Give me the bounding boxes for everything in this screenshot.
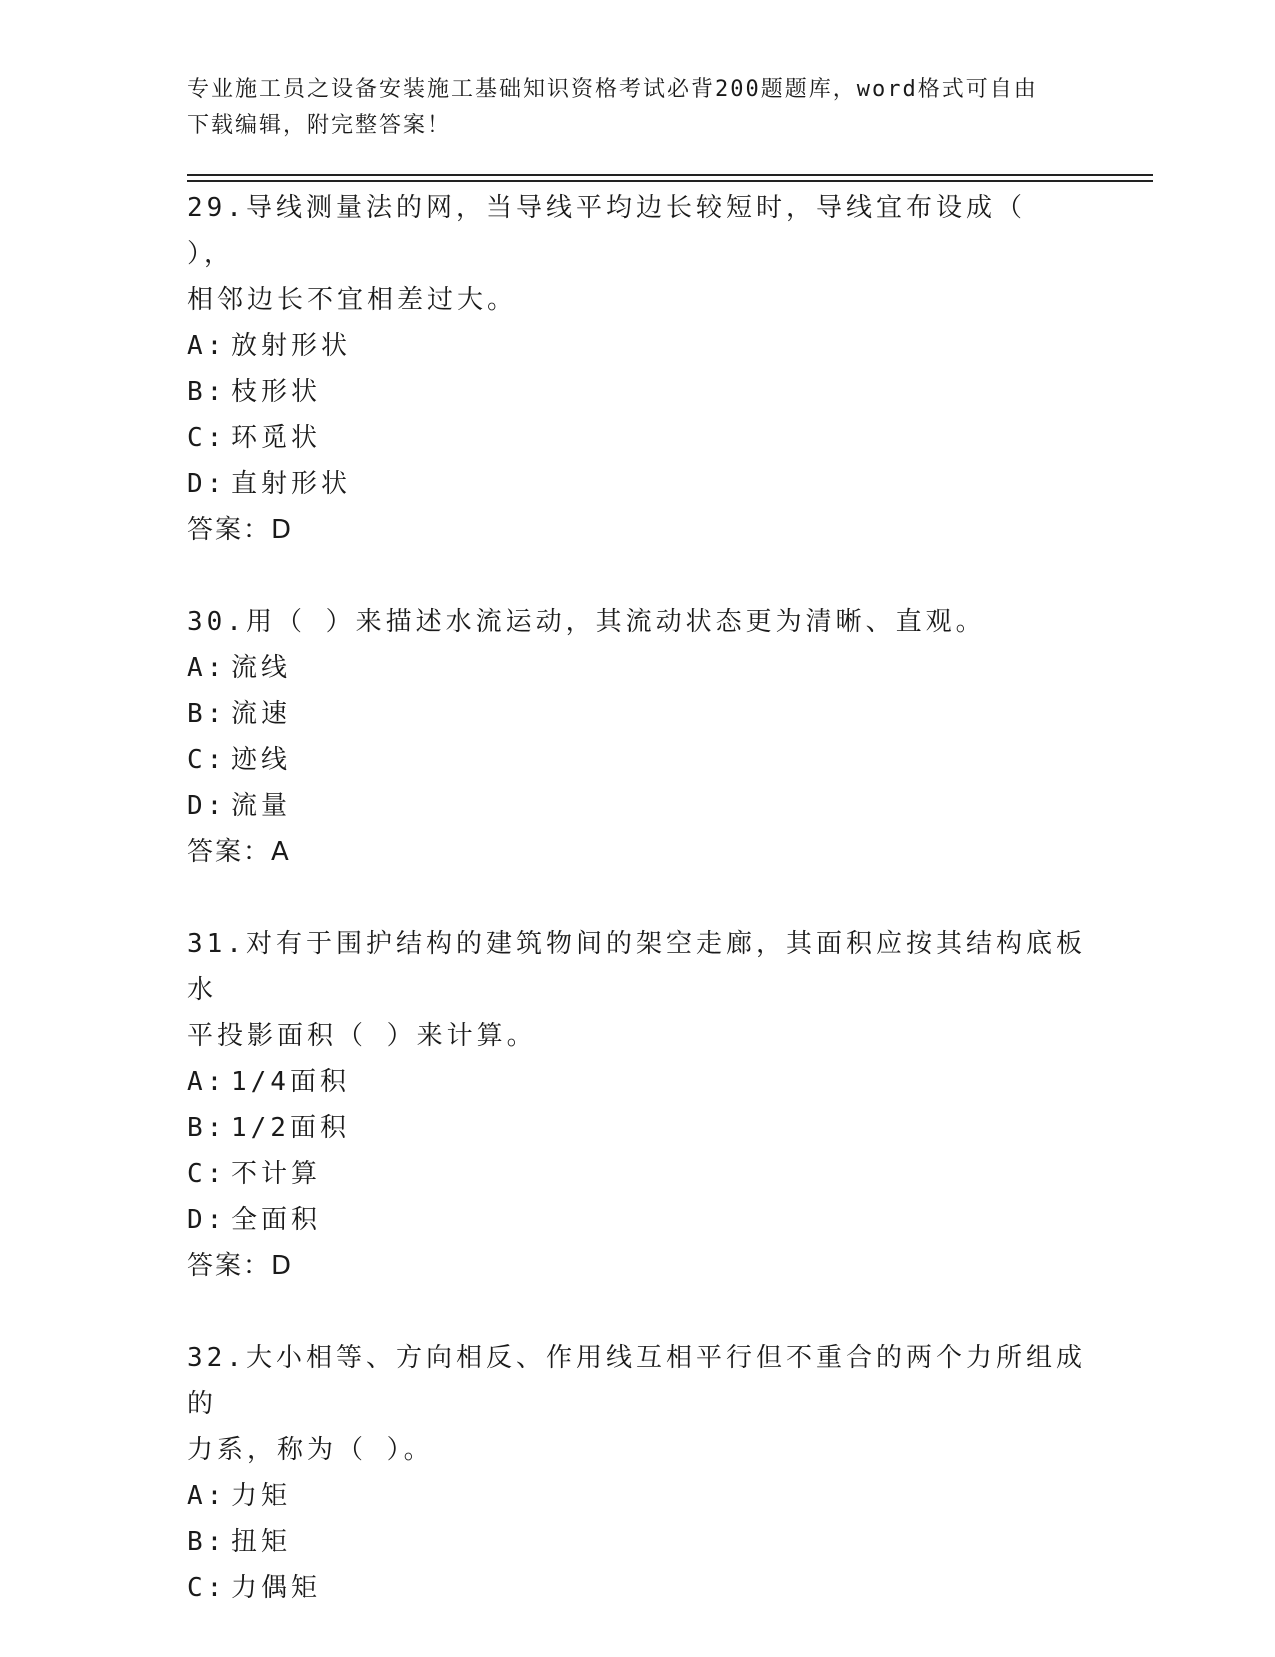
option-text: 不计算 (231, 1159, 322, 1189)
option-letter: A: (187, 331, 227, 361)
question-29 (187, 185, 1087, 553)
option-letter: B: (187, 1113, 227, 1143)
option-d (187, 461, 1087, 507)
option-text: 力矩 (231, 1481, 292, 1511)
question-stem-line: 平投影面积（ ）来计算。 (187, 1021, 537, 1051)
option-d (187, 783, 1087, 829)
question-stem-line: 31.对有于围护结构的建筑物间的架空走廊，其面积应按其结构底板水 (187, 929, 1086, 1005)
question-stem-line: 相邻边长不宜相差过大。 (187, 285, 518, 315)
option-b (187, 369, 1087, 415)
option-b (187, 1105, 1087, 1151)
option-letter: B: (187, 1527, 227, 1557)
option-text: 扭矩 (231, 1527, 292, 1557)
header-divider-bottom (187, 180, 1153, 182)
option-letter: B: (187, 699, 227, 729)
option-text: 力偶矩 (231, 1573, 322, 1603)
header-divider-top (187, 174, 1153, 176)
option-b (187, 1519, 1087, 1565)
option-c (187, 1565, 1087, 1611)
option-text: 迹线 (231, 745, 292, 775)
answer-line: 答案：D (187, 1251, 294, 1281)
document-header (187, 72, 1087, 144)
question-32 (187, 1335, 1087, 1611)
option-a (187, 1473, 1087, 1519)
question-stem-line: 29.导线测量法的网，当导线平均边长较短时，导线宜布设成（ ）， (187, 193, 1026, 269)
option-letter: C: (187, 1159, 227, 1189)
option-letter: A: (187, 1067, 227, 1097)
option-text: 直射形状 (231, 469, 352, 499)
header-line-2: 下载编辑，附完整答案！ (187, 113, 452, 138)
question-stem-line: 力系，称为（ ）。 (187, 1435, 434, 1465)
option-text: 流量 (231, 791, 292, 821)
option-text: 放射形状 (231, 331, 352, 361)
option-text: 流线 (231, 653, 292, 683)
option-letter: C: (187, 745, 227, 775)
option-letter: A: (187, 653, 227, 683)
question-30 (187, 599, 1087, 875)
option-c (187, 737, 1087, 783)
option-a (187, 1059, 1087, 1105)
answer-line: 答案：A (187, 837, 291, 867)
header-line-1: 专业施工员之设备安装施工基础知识资格考试必背200题题库，word格式可自由 (187, 77, 1038, 102)
question-list (187, 185, 1087, 1657)
option-c (187, 1151, 1087, 1197)
question-stem-line: 30.用（ ）来描述水流运动，其流动状态更为清晰、直观。 (187, 607, 986, 637)
option-text: 1/4面积 (231, 1067, 350, 1097)
option-text: 环觅状 (231, 423, 322, 453)
option-d (187, 1197, 1087, 1243)
option-b (187, 691, 1087, 737)
option-text: 流速 (231, 699, 292, 729)
question-31 (187, 921, 1087, 1289)
answer-line: 答案：D (187, 515, 294, 545)
option-a (187, 323, 1087, 369)
option-text: 全面积 (231, 1205, 322, 1235)
option-letter: C: (187, 423, 227, 453)
option-letter: D: (187, 791, 227, 821)
option-a (187, 645, 1087, 691)
option-letter: D: (187, 469, 227, 499)
option-letter: B: (187, 377, 227, 407)
question-stem-line: 32.大小相等、方向相反、作用线互相平行但不重合的两个力所组成的 (187, 1343, 1086, 1419)
option-c (187, 415, 1087, 461)
option-letter: A: (187, 1481, 227, 1511)
option-text: 1/2面积 (231, 1113, 350, 1143)
option-letter: D: (187, 1205, 227, 1235)
option-text: 枝形状 (231, 377, 322, 407)
option-letter: C: (187, 1573, 227, 1603)
